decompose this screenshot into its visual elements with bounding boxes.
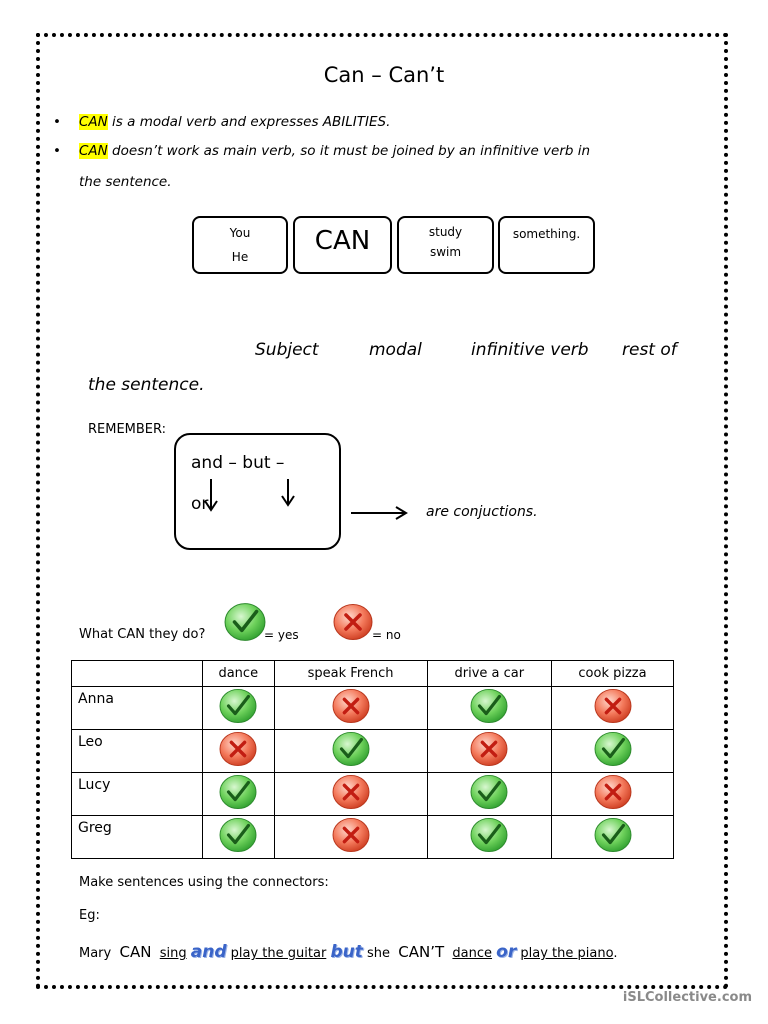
ability-cell (552, 773, 674, 816)
sentence-verb: play the guitar (230, 946, 327, 961)
verb-box-line: study (428, 225, 463, 239)
sentence-word: CAN (119, 943, 152, 961)
column-header: speak French (274, 661, 427, 687)
watermark: iSLCollective.com (622, 990, 752, 1005)
check-yes-icon (219, 688, 257, 724)
ability-cell (552, 730, 674, 773)
label-modal: modal (369, 340, 422, 360)
ability-cell (427, 816, 551, 859)
label-rest-continuation: the sentence. (88, 375, 205, 395)
ability-cell (203, 687, 275, 730)
cross-no-icon (470, 731, 508, 767)
bullet-dot-icon: • (53, 114, 61, 130)
conjunctions-note: are conjuctions. (426, 504, 538, 520)
sentence-verb: dance (452, 946, 493, 961)
ability-cell (427, 730, 551, 773)
subject-box-line: He (231, 250, 249, 264)
subject-box (192, 216, 288, 274)
ability-cell (203, 816, 275, 859)
row-name: Leo (72, 730, 203, 773)
connector-word: but (330, 942, 363, 962)
check-yes-icon (224, 602, 266, 642)
check-yes-icon (594, 817, 632, 853)
column-header: cook pizza (552, 661, 674, 687)
sentence-verb: play the piano (520, 946, 614, 961)
page-title: Can – Can’t (323, 63, 445, 87)
conjunctions-line1: and – but – (191, 453, 285, 473)
sentence-word: she (366, 946, 390, 961)
cross-no-icon (332, 774, 370, 810)
sentence-verb: sing (159, 946, 187, 961)
check-yes-icon (594, 731, 632, 767)
cross-no-icon (332, 688, 370, 724)
sentence-end: . (613, 946, 618, 961)
check-yes-icon (470, 817, 508, 853)
sentence-word: CAN’T (398, 943, 445, 961)
rest-box: something. (498, 216, 595, 274)
bullet-2 (53, 143, 713, 163)
row-name: Anna (72, 687, 203, 730)
ability-cell (274, 730, 427, 773)
cross-no-icon (219, 731, 257, 767)
table-row (72, 816, 674, 859)
check-yes-icon (470, 774, 508, 810)
column-header: drive a car (427, 661, 551, 687)
down-arrow-icon (281, 479, 295, 507)
row-name: Greg (72, 816, 203, 859)
ability-cell (203, 730, 275, 773)
example-label: Eg: (79, 908, 100, 923)
row-name: Lucy (72, 773, 203, 816)
cross-no-icon (594, 774, 632, 810)
highlight-can: CAN (79, 114, 108, 130)
abilities-table (71, 660, 674, 859)
check-yes-icon (470, 688, 508, 724)
bullet-text: is a modal verb and expresses ABILITIES. (107, 114, 391, 130)
bullet-1 (53, 114, 713, 134)
modal-box: CAN (293, 216, 392, 274)
conjunctions-box (174, 433, 341, 550)
remember-heading: REMEMBER: (88, 422, 167, 437)
cross-no-icon (594, 688, 632, 724)
legend-yes: = yes (264, 628, 299, 642)
table-header-row (72, 661, 674, 687)
table-row (72, 687, 674, 730)
bullet-dot-icon: • (53, 143, 61, 159)
ability-cell (427, 687, 551, 730)
bullet-text: doesn’t work as main verb, so it must be joined by an infinitive verb in (107, 143, 591, 159)
cross-no-icon (333, 603, 373, 641)
conjunctions-line2: or (191, 494, 209, 514)
verb-box (397, 216, 494, 274)
ability-cell (203, 773, 275, 816)
legend-no: = no (372, 628, 401, 642)
connector-word: or (496, 942, 517, 962)
subject-box-line: You (229, 226, 251, 240)
check-yes-icon (219, 774, 257, 810)
table-corner-cell (72, 661, 203, 687)
table-row (72, 773, 674, 816)
bullet-2-continuation: the sentence. (79, 174, 172, 190)
ability-cell (427, 773, 551, 816)
ability-cell (274, 773, 427, 816)
down-arrow-icon (204, 479, 218, 513)
cross-no-icon (332, 817, 370, 853)
legend-question: What CAN they do? (79, 627, 206, 642)
sentence-word: Mary (79, 946, 112, 961)
label-infinitive: infinitive verb (471, 340, 589, 360)
ability-cell (274, 687, 427, 730)
right-arrow-icon (351, 505, 409, 521)
column-header: dance (203, 661, 275, 687)
ability-cell (552, 816, 674, 859)
exercise-instruction: Make sentences using the connectors: (79, 875, 329, 890)
check-yes-icon (219, 817, 257, 853)
ability-cell (274, 816, 427, 859)
connector-word: and (190, 942, 227, 962)
highlight-can: CAN (79, 143, 108, 159)
example-sentence (79, 942, 617, 962)
ability-cell (552, 687, 674, 730)
table-row (72, 730, 674, 773)
check-yes-icon (332, 731, 370, 767)
label-rest: rest of (622, 340, 677, 360)
verb-box-line: swim (429, 245, 462, 259)
label-subject: Subject (255, 340, 319, 360)
